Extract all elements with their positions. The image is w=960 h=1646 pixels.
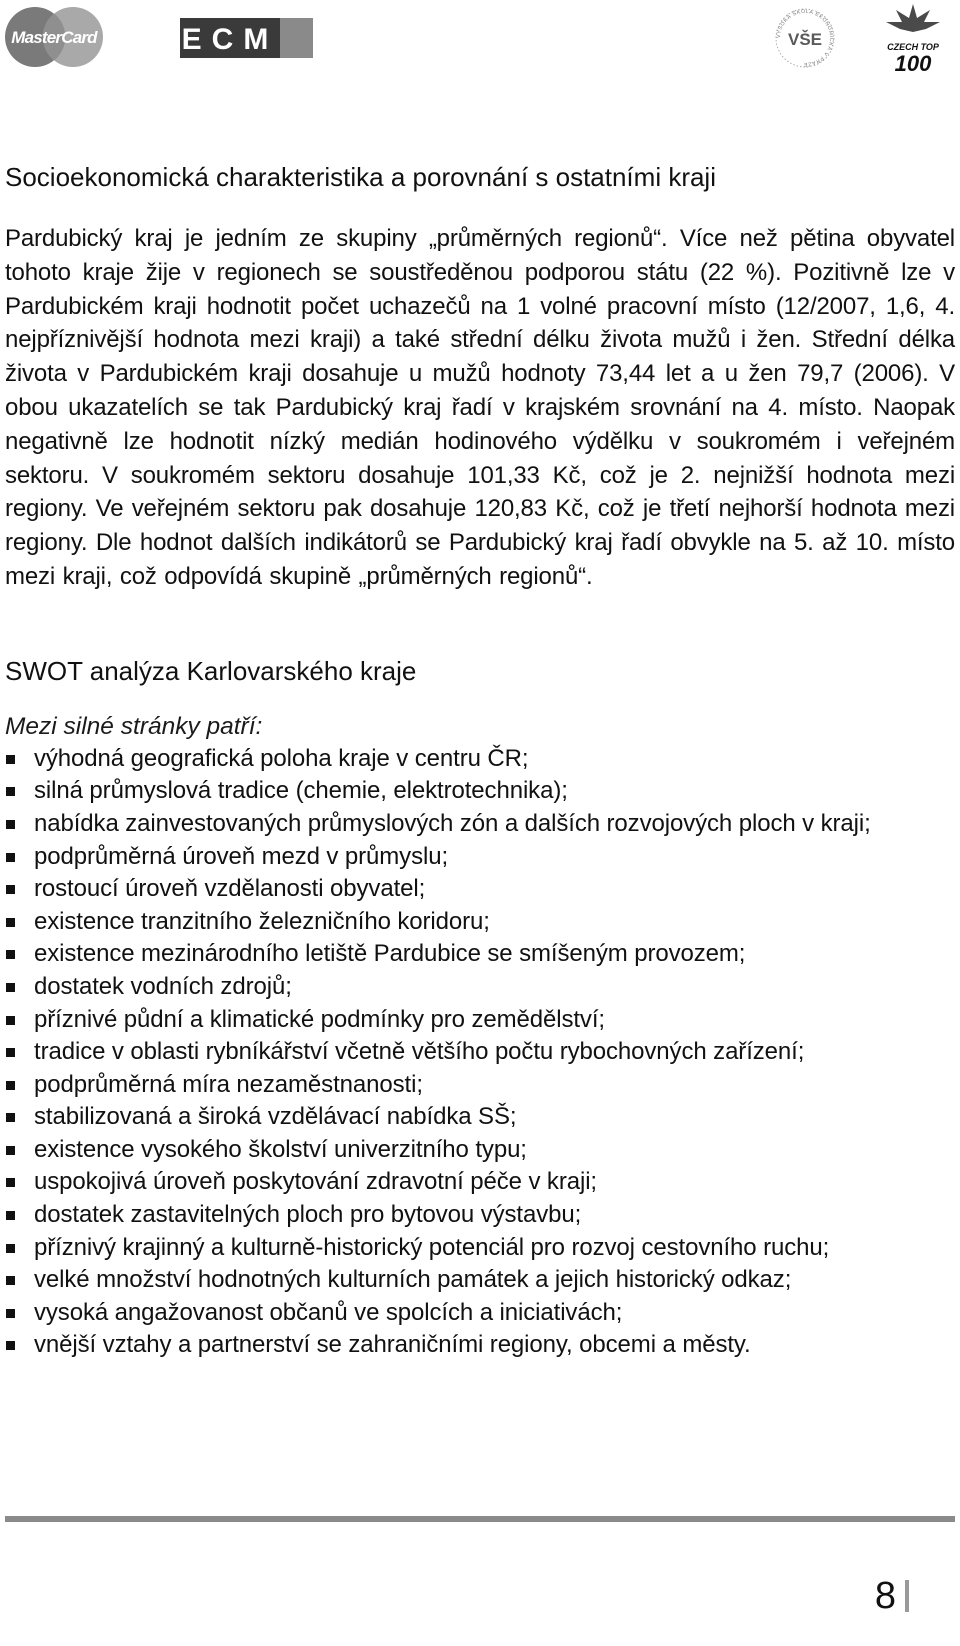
square-bullet-icon [6,1113,15,1122]
ecm-logo-text: ECM [181,23,279,56]
list-item-text: nabídka zainvestovaných průmyslových zón a dalších rozvojových ploch v kraji; [34,809,871,837]
czech-top-star-icon [886,4,940,32]
list-item [5,906,955,939]
list-item-text: příznivý krajinný a kulturně-historický potenciál pro rozvoj cestovního ruchu; [34,1233,830,1261]
square-bullet-icon [6,918,15,927]
square-bullet-icon [6,755,15,764]
list-item [5,971,955,1004]
list-item-text: vysoká angažovanost občanů ve spolcích a iniciativách; [34,1298,623,1326]
list-item-text: podprůměrná úroveň mezd v průmyslu; [34,842,449,870]
footer-divider [5,1516,955,1522]
list-item [5,1297,955,1330]
square-bullet-icon [6,787,15,796]
strengths-intro: Mezi silné stránky patří: [5,712,263,740]
list-item-text: stabilizovaná a široká vzdělávací nabídka SŠ; [34,1103,517,1131]
list-item [5,938,955,971]
list-item [5,1036,955,1069]
mastercard-logo [4,6,104,68]
list-item [5,1166,955,1199]
list-item-text: existence mezinárodního letiště Pardubice se smíšeným provozem; [34,940,746,968]
list-item-text: vnější vztahy a partnerství se zahraničními regiony, obcemi a městy. [34,1331,751,1359]
square-bullet-icon [6,1244,15,1253]
list-item-text: existence vysokého školství univerzitního typu; [34,1135,527,1163]
square-bullet-icon [6,820,15,829]
square-bullet-icon [6,1081,15,1090]
logo-strip [0,0,960,80]
mastercard-logo-text: MasterCard [11,28,97,47]
square-bullet-icon [6,1341,15,1350]
section-title-swot: SWOT analýza Karlovarského kraje [5,655,417,686]
list-item [5,1329,955,1362]
czech-top-100-logo [880,2,946,74]
czech-top-number: 100 [894,51,932,74]
list-item [5,841,955,874]
list-item-text: dostatek zastavitelných ploch pro bytovou výstavbu; [34,1201,582,1229]
square-bullet-icon [6,1309,15,1318]
list-item [5,1232,955,1265]
vse-logo-text: VŠE [787,30,823,49]
square-bullet-icon [6,1146,15,1155]
list-item-text: velké množství hodnotných kulturních památek a jejich historický odkaz; [34,1266,792,1294]
ecm-logo [180,18,325,58]
vse-seal-logo [770,6,840,70]
list-item-text: podprůměrná míra nezaměstnanosti; [34,1070,423,1098]
square-bullet-icon [6,853,15,862]
section-title-socioeconomic: Socioekonomická charakteristika a porovnání s ostatními kraji [5,162,716,192]
list-item-text: výhodná geografická poloha kraje v centru ČR; [34,744,529,772]
list-item [5,1101,955,1134]
strengths-list [5,743,955,1362]
square-bullet-icon [6,1276,15,1285]
list-item-text: uspokojivá úroveň poskytování zdravotní péče v kraji; [34,1168,598,1196]
square-bullet-icon [6,1048,15,1057]
square-bullet-icon [6,983,15,992]
list-item-text: dostatek vodních zdrojů; [34,972,292,1000]
page-edge-marker [905,1580,909,1612]
list-item-text: silná průmyslová tradice (chemie, elektrotechnika); [34,777,568,805]
czech-top-label: CZECH TOP [887,42,939,52]
list-item [5,743,955,776]
list-item [5,1134,955,1167]
list-item [5,1199,955,1232]
list-item [5,1004,955,1037]
list-item [5,775,955,808]
page-number: 8 [874,1575,896,1617]
list-item-text: rostoucí úroveň vzdělanosti obyvatel; [34,875,426,903]
square-bullet-icon [6,1178,15,1187]
socioeconomic-paragraph: Pardubický kraj je jedním ze skupiny „průměrných regionů“. Více než pětina obyvatel tohoto kraje žije v regionech se soustředěnou podporou státu (22 %). Pozitivně lze v Pardubickém kraji hodnotit počet uchazečů na 1 volné pracovní místo (12/2007, 1,6, 4. nejpříznivější hodnota mezi kraji) a také střední délku života mužů i žen. Střední délka života v Pardubickém kraji dosahuje u mužů hodnoty 73,44 let a u žen 79,7 (2006). V obou ukazatelích se tak Pardubický kraj řadí v krajském srovnání na 4. místo. Naopak negativně lze hodnotit nízký medián hodinového výdělku v soukromém i veřejném sektoru. V soukromém sektoru dosahuje 101,33 Kč, což je 2. nejnižší hodnota mezi regiony. Ve veřejném sektoru pak dosahuje 120,83 Kč, což je třetí nejhorší hodnota mezi regiony. Dle hodnot dalších indikátorů se Pardubický kraj řadí obvykle na 5. až 10. místo mezi kraji, což odpovídá skupině „průměrných regionů“. [5,225,955,590]
square-bullet-icon [6,1016,15,1025]
square-bullet-icon [6,950,15,959]
list-item-text: tradice v oblasti rybníkářství včetně většího počtu rybochovných zařízení; [34,1038,805,1066]
list-item [5,1264,955,1297]
list-item [5,873,955,906]
vse-ring-text: VYSOKÁ ŠKOLA EKONOMICKÁ V PRAZE [775,8,835,68]
document-body [5,160,955,1362]
square-bullet-icon [6,885,15,894]
list-item [5,1069,955,1102]
list-item [5,808,955,841]
list-item-text: existence tranzitního železničního koridoru; [34,907,490,935]
square-bullet-icon [6,1211,15,1220]
list-item-text: příznivé půdní a klimatické podmínky pro zemědělství; [34,1005,605,1033]
